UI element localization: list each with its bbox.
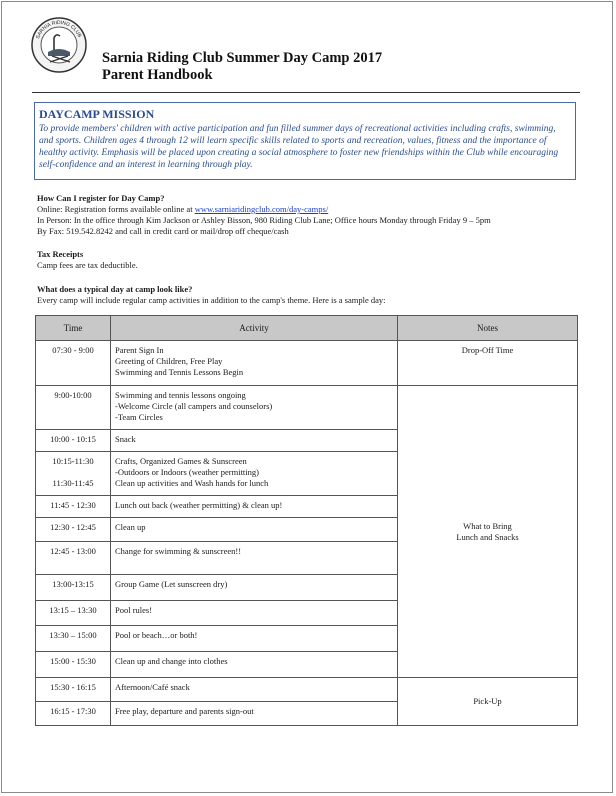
club-logo-icon [30, 16, 88, 74]
time-text [36, 467, 110, 478]
tax-answer: Camp fees are tax deductible. [37, 260, 138, 270]
register-in-person: In Person: In the office through Kim Jackson or Ashley Bisson, 980 Riding Club Lane; Office hours Monday through Friday 9 – 5pm [37, 215, 491, 225]
time-cell [36, 678, 111, 702]
register-fax: By Fax: 519.542.8242 and call in credit card or mail/drop off cheque/cash [37, 226, 289, 236]
activity-text: -Welcome Circle (all campers and counselors) [115, 401, 273, 411]
typical-day-section [37, 284, 386, 306]
activity-cell [111, 341, 398, 386]
time-cell [36, 518, 111, 542]
activity-text: Free play, departure and parents sign-out [115, 706, 254, 716]
time-cell [36, 652, 111, 678]
time-cell [36, 386, 111, 430]
activity-text: Pool or beach…or both! [115, 630, 198, 640]
time-text: 11:30-11:45 [52, 478, 94, 488]
register-question: How Can I register for Day Camp? [37, 193, 165, 203]
table-row [36, 341, 578, 386]
logo-text: SARNIA RIDING CLUB [35, 19, 83, 40]
time-cell [36, 452, 111, 496]
page-title: Sarnia Riding Club Summer Day Camp 2017 [102, 50, 383, 66]
time-text: 13:00-13:15 [52, 579, 94, 589]
register-online [37, 204, 582, 215]
table-row [36, 678, 578, 702]
activity-cell [111, 702, 398, 726]
time-text: 10:00 - 10:15 [50, 434, 96, 444]
register-section [37, 193, 582, 237]
activity-text: -Team Circles [115, 412, 163, 422]
notes-cell-pickup [398, 678, 578, 726]
activity-cell [111, 652, 398, 678]
activity-cell [111, 386, 398, 430]
time-cell [36, 496, 111, 518]
time-text: 15:30 - 16:15 [50, 682, 96, 692]
notes-header: Notes [398, 316, 578, 341]
time-text: 11:45 - 12:30 [50, 500, 96, 510]
activity-text: Snack [115, 434, 136, 444]
activity-text: Afternoon/Café snack [115, 682, 190, 692]
time-cell [36, 702, 111, 726]
schedule-header-row [36, 316, 578, 341]
bring-note-line2: Lunch and Snacks [456, 531, 519, 542]
activity-cell [111, 678, 398, 702]
activity-cell [111, 542, 398, 575]
activity-text: Clean up activities and Wash hands for lunch [115, 478, 269, 488]
activity-text: Lunch out back (weather permitting) & clean up! [115, 500, 283, 510]
activity-cell [111, 518, 398, 542]
activity-text: Crafts, Organized Games & Sunscreen [115, 456, 247, 466]
activity-text: Swimming and tennis lessons ongoing [115, 390, 246, 400]
activity-cell [111, 452, 398, 496]
time-text: 16:15 - 17:30 [50, 706, 96, 716]
tax-section [37, 249, 138, 271]
time-text: 07:30 - 9:00 [52, 345, 94, 355]
time-text: 15:00 - 15:30 [50, 656, 96, 666]
bring-note-line1: What to Bring [463, 520, 512, 531]
register-link[interactable]: www.sarniaridingclub.com/day-camps/ [194, 204, 329, 214]
time-cell [36, 542, 111, 575]
dropoff-note: Drop-Off Time [461, 345, 514, 355]
activity-text: -Outdoors or Indoors (weather permitting) [115, 467, 259, 477]
time-text: 13:15 – 13:30 [49, 605, 97, 615]
time-cell [36, 430, 111, 452]
time-text: 9:00-10:00 [54, 390, 92, 400]
activity-cell [111, 626, 398, 652]
time-cell [36, 341, 111, 386]
header-divider [32, 92, 580, 93]
time-text: 10:15-11:30 [52, 456, 94, 466]
mission-box [34, 102, 576, 180]
activity-text: Group Game (Let sunscreen dry) [115, 579, 228, 589]
activity-cell [111, 601, 398, 626]
activity-text: Parent Sign In [115, 345, 164, 355]
schedule-table [35, 315, 578, 726]
activity-cell [111, 430, 398, 452]
typical-day-question: What does a typical day at camp look like? [37, 284, 193, 294]
time-text: 13:30 – 15:00 [49, 630, 97, 640]
activity-cell [111, 575, 398, 601]
register-online-text: Online: Registration forms available online at [37, 204, 195, 214]
time-text: 12:30 - 12:45 [50, 522, 96, 532]
table-row [36, 386, 578, 430]
header [30, 16, 590, 91]
pickup-note: Pick-Up [473, 696, 502, 706]
mission-text: To provide members' children with active participation and fun filled summer days of recreational activities including crafts, swimming, and sports. Children ages 4 through 12 will learn specific skills related to sports and recreation, values, fitness and the importance of healthy activity. Emphasis will be placed upon creating a social atmosphere to foster new friendships within the Club while encouraging self-confidence and an interest in learning through play. [39, 124, 559, 170]
time-cell [36, 575, 111, 601]
time-header: Time [36, 316, 111, 341]
notes-cell-dropoff [398, 341, 578, 386]
activity-text: Clean up and change into clothes [115, 656, 228, 666]
time-cell [36, 601, 111, 626]
activity-cell [111, 496, 398, 518]
time-cell [36, 626, 111, 652]
activity-text: Change for swimming & sunscreen!! [115, 546, 242, 556]
mission-heading: DAYCAMP MISSION [39, 107, 155, 121]
notes-cell-bring [398, 386, 578, 678]
activity-text: Greeting of Children, Free Play [115, 356, 223, 366]
tax-question: Tax Receipts [37, 249, 84, 259]
activity-text: Pool rules! [115, 605, 153, 615]
typical-day-answer: Every camp will include regular camp activities in addition to the camp's theme. Here is a sample day: [37, 295, 386, 305]
activity-text: Clean up [115, 522, 146, 532]
page-subtitle: Parent Handbook [102, 67, 213, 83]
activity-text: Swimming and Tennis Lessons Begin [115, 367, 244, 377]
time-text: 12:45 - 13:00 [50, 546, 96, 556]
activity-header: Activity [111, 316, 398, 341]
